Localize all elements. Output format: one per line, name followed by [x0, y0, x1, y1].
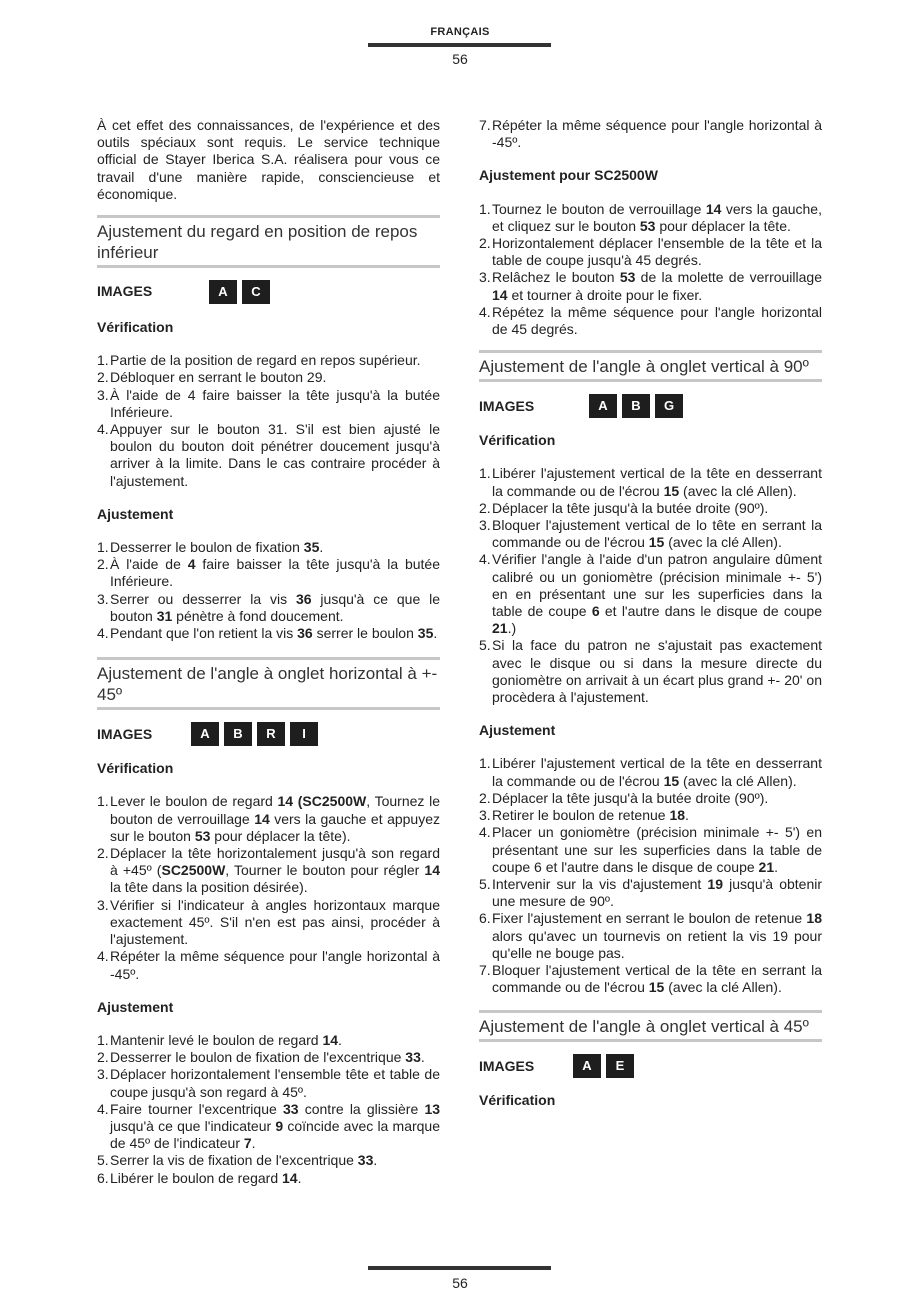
continued-list	[479, 117, 822, 151]
list-item: 2.Déplacer la tête horizontalement jusqu'à son regard à +45º (SC2500W, Tourner le bouton pour régler 14 la tête dans la position désirée).	[97, 845, 440, 896]
subheading-verification: Vérification	[97, 760, 174, 777]
subheading-verification: Vérification	[479, 432, 556, 449]
list-item: 5.Serrer la vis de fixation de l'excentrique 33.	[97, 1152, 378, 1169]
header-divider	[368, 43, 551, 47]
image-badge[interactable]: G	[655, 394, 683, 418]
subheading-sc2500w: Ajustement pour SC2500W	[479, 167, 658, 184]
image-badge[interactable]: C	[242, 280, 270, 304]
list-item: 2.Desserrer le boulon de fixation de l'excentrique 33.	[97, 1049, 425, 1066]
list-item: 7.Répéter la même séquence pour l'angle horizontal à -45º.	[479, 117, 822, 151]
list-item: 3.Déplacer horizontalement l'ensemble tête et table de coupe jusqu'à son regard à 45º.	[97, 1066, 440, 1100]
list-item: 6.Fixer l'ajustement en serrant le boulon de retenue 18 alors qu'avec un tournevis on retient la vis 19 pour qu'elle ne bouge pas.	[479, 910, 822, 961]
list-item: 3.Bloquer l'ajustement vertical de lo tête en serrant la commande ou de l'écrou 15 (avec la clé Allen).	[479, 517, 822, 551]
adjustment-list	[97, 539, 440, 642]
list-item: 3.Vérifier si l'indicateur à angles horizontaux marque exactement 45º. S'il n'en est pas ainsi, procéder à l'ajustement.	[97, 896, 440, 948]
list-item: 3.Serrer ou desserrer la vis 36 jusqu'à ce que le bouton 31 pénètre à fond doucement.	[97, 590, 440, 624]
list-item: 4.Appuyer sur le bouton 31. S'il est bien ajusté le boulon du bouton doit pénétrer doucement jusqu'à arriver à la limite. Dans le cas contraire procéder à l'ajustement.	[97, 421, 440, 489]
images-label: IMAGES	[479, 1057, 535, 1074]
image-badge[interactable]: B	[622, 394, 650, 418]
right-column	[479, 117, 822, 1126]
images-label: IMAGES	[479, 397, 535, 414]
list-item: 1.Mantenir levé le boulon de regard 14.	[97, 1031, 342, 1048]
image-badge[interactable]: A	[191, 722, 219, 746]
list-item: 2.Horizontalement déplacer l'ensemble de la tête et la table de coupe jusqu'à 45 degrés.	[479, 235, 822, 269]
sc2500w-list	[479, 201, 822, 339]
images-label: IMAGES	[97, 725, 153, 742]
list-item: 3.À l'aide de 4 faire baisser la tête jusqu'à la butée Inférieure.	[97, 386, 440, 420]
list-item: 4.Répétez la même séquence pour l'angle horizontal de 45 degrés.	[479, 303, 822, 338]
verification-list	[479, 465, 822, 706]
section-title: Ajustement de l'angle à onglet horizontal à +- 45º	[97, 657, 440, 710]
subheading-verification: Vérification	[479, 1092, 556, 1109]
images-row	[479, 394, 822, 418]
list-item: 4.Répéter la même séquence pour l'angle horizontal à -45º.	[97, 948, 440, 982]
adjustment-list	[479, 755, 822, 996]
images-row	[97, 280, 440, 304]
images-label: IMAGES	[97, 283, 153, 300]
list-item: 2.Déplacer la tête jusqu'à la butée droite (90º).	[479, 499, 769, 516]
intro-paragraph: À cet effet des connaissances, de l'expérience et des outils spéciaux sont requis. Le service technique official de Stayer Iberica S.A. réalisera pour vous ce travail d'une manière rapide, consciencieuse et économique.	[97, 117, 440, 202]
image-badge[interactable]: B	[224, 722, 252, 746]
adjustment-list	[97, 1032, 440, 1187]
header-language: FRANÇAIS	[430, 26, 490, 38]
image-badge[interactable]: A	[573, 1054, 601, 1078]
section-title: Ajustement de l'angle à onglet vertical à 90º	[479, 350, 822, 382]
list-item: 2.À l'aide de 4 faire baisser la tête jusqu'à la butée Inférieure.	[97, 556, 440, 590]
image-badge[interactable]: A	[589, 394, 617, 418]
verification-list	[97, 793, 440, 982]
list-item: 1.Tournez le bouton de verrouillage 14 vers la gauche, et cliquez sur le bouton 53 pour déplacer la tête.	[479, 200, 822, 234]
list-item: 1.Partie de la position de regard en repos supérieur.	[97, 352, 421, 369]
list-item: 4.Faire tourner l'excentrique 33 contre la glissière 13 jusqu'à ce que l'indicateur 9 coïncide avec la marque de 45º de l'indicateur 7.	[97, 1100, 441, 1152]
list-item: 3.Retirer le boulon de retenue 18.	[479, 807, 689, 824]
subheading-adjustment: Ajustement	[479, 722, 556, 739]
image-badge[interactable]: E	[606, 1054, 634, 1078]
left-column	[97, 117, 440, 1187]
image-badge[interactable]: I	[290, 722, 318, 746]
images-row	[97, 722, 440, 746]
subheading-adjustment: Ajustement	[97, 505, 174, 522]
list-item: 2.Débloquer en serrant le bouton 29.	[97, 369, 327, 386]
list-item: 2.Déplacer la tête jusqu'à la butée droite (90º).	[479, 789, 769, 806]
list-item: 1.Desserrer le boulon de fixation 35.	[97, 539, 324, 556]
list-item: 4.Pendant que l'on retient la vis 36 serrer le boulon 35.	[97, 625, 438, 642]
list-item: 7.Bloquer l'ajustement vertical de la tête en serrant la commande ou de l'écrou 15 (avec la clé Allen).	[479, 961, 822, 996]
list-item: 4.Placer un goniomètre (précision minimale +- 5') en présentant une sur les superficies dans la table de coupe 6 et l'autre dans le disque de coupe 21.	[479, 824, 822, 875]
list-item: 1.Lever le boulon de regard 14 (SC2500W, Tournez le bouton de verrouillage 14 vers la gauche et appuyez sur le bouton 53 pour déplacer la tête).	[97, 793, 440, 844]
footer-page-number: 56	[452, 1275, 468, 1291]
list-item: 5.Intervenir sur la vis d'ajustement 19 jusqu'à obtenir une mesure de 90º.	[479, 875, 823, 910]
subheading-verification: Vérification	[97, 319, 174, 336]
footer-divider	[368, 1266, 551, 1270]
section-title: Ajustement du regard en position de repos inférieur	[97, 215, 440, 268]
images-row	[479, 1054, 822, 1078]
image-badge[interactable]: R	[257, 722, 285, 746]
section-title: Ajustement de l'angle à onglet vertical à 45º	[479, 1010, 822, 1042]
subheading-adjustment: Ajustement	[97, 998, 174, 1015]
list-item: 1.Libérer l'ajustement vertical de la tête en desserrant la commande ou de l'écrou 15 (avec la clé Allen).	[479, 465, 822, 499]
header-page-number: 56	[452, 51, 468, 67]
list-item: 6.Libérer le boulon de regard 14.	[97, 1169, 302, 1186]
list-item: 1.Libérer l'ajustement vertical de la tête en desserrant la commande ou de l'écrou 15 (avec la clé Allen).	[479, 755, 822, 789]
list-item: 4.Vérifier l'angle à l'aide d'un patron angulaire dûment calibré ou un goniomètre (précision minimale +- 5') en en présentant une sur les superficies dans la table de coupe 6 et l'autre dans le disque de coupe 21.)	[479, 551, 823, 637]
list-item: 3.Relâchez le bouton 53 de la molette de verrouillage 14 et tourner à droite pour le fixer.	[479, 269, 822, 303]
list-item: 5.Si la face du patron ne s'ajustait pas exactement avec le disque ou si dans la mesure directe du goniomètre on arrivait à un écart plus grand +- 20' on procèdera à l'ajustement.	[479, 637, 822, 706]
image-badge[interactable]: A	[209, 280, 237, 304]
verification-list	[97, 352, 440, 490]
